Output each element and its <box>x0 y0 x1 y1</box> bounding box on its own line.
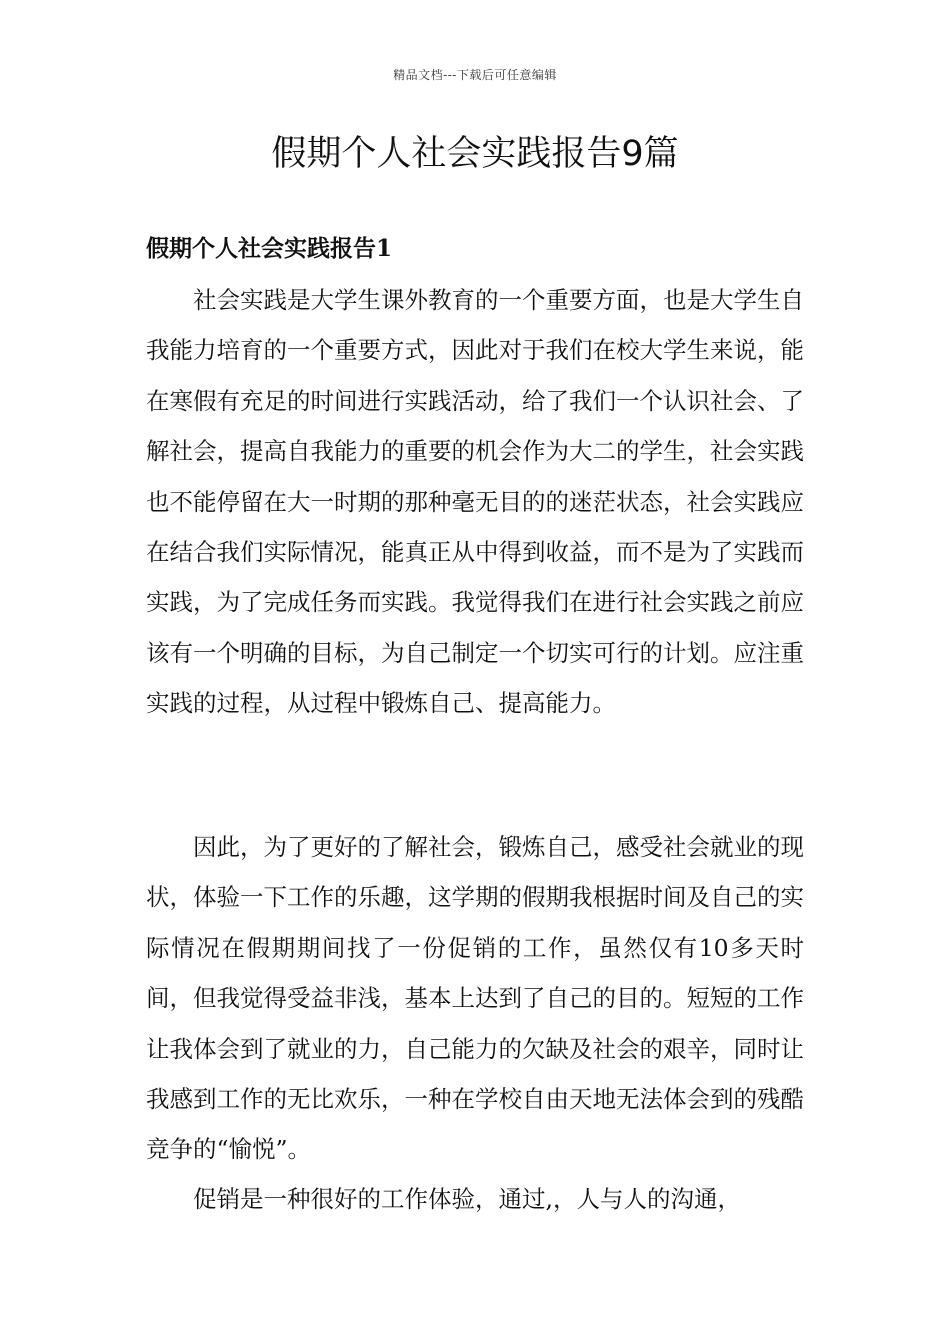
document-title: 假期个人社会实践报告9篇 <box>271 134 679 174</box>
paragraph-1: 社会实践是大学生课外教育的一个重要方面，也是大学生自我能力培育的一个重要方式，因此对于我们在校大学生来说，能在寒假有充足的时间进行实践活动，给了我们一个认识社会、了解社会，提高自我能力的重要的机会作为大二的学生，社会实践也不能停留在大一时期的那种毫无目的的迷茫状态，社会实践应在结合我们实际情况，能真正从中得到收益，而不是为了实践而实践，为了完成任务而实践。我觉得我们在进行社会实践之前应该有一个明确的目标，为自己制定一个切实可行的计划。应注重实践的过程，从过程中锻炼自己、提高能力。 <box>146 286 804 718</box>
header-note: 精品文档---下载后可任意编辑 <box>393 68 557 82</box>
paragraph-3: 促销是一种很好的工作体验，通过,，人与人的沟通， <box>193 1185 741 1213</box>
paragraph-2: 因此，为了更好的了解社会，锻炼自己，感受社会就业的现状，体验一下工作的乐趣，这学期的假期我根据时间及自己的实际情况在假期期间找了一份促销的工作，虽然仅有10多天时间，但我觉得受益非浅，基本上达到了自己的目的。短短的工作让我体会到了就业的力，自己能力的欠缺及社会的艰辛，同时让我感到工作的无比欢乐，一种在学校自由天地无法体会到的残酷竞争的“愉悦”。 <box>146 833 804 1164</box>
section-heading: 假期个人社会实践报告1 <box>146 235 393 262</box>
